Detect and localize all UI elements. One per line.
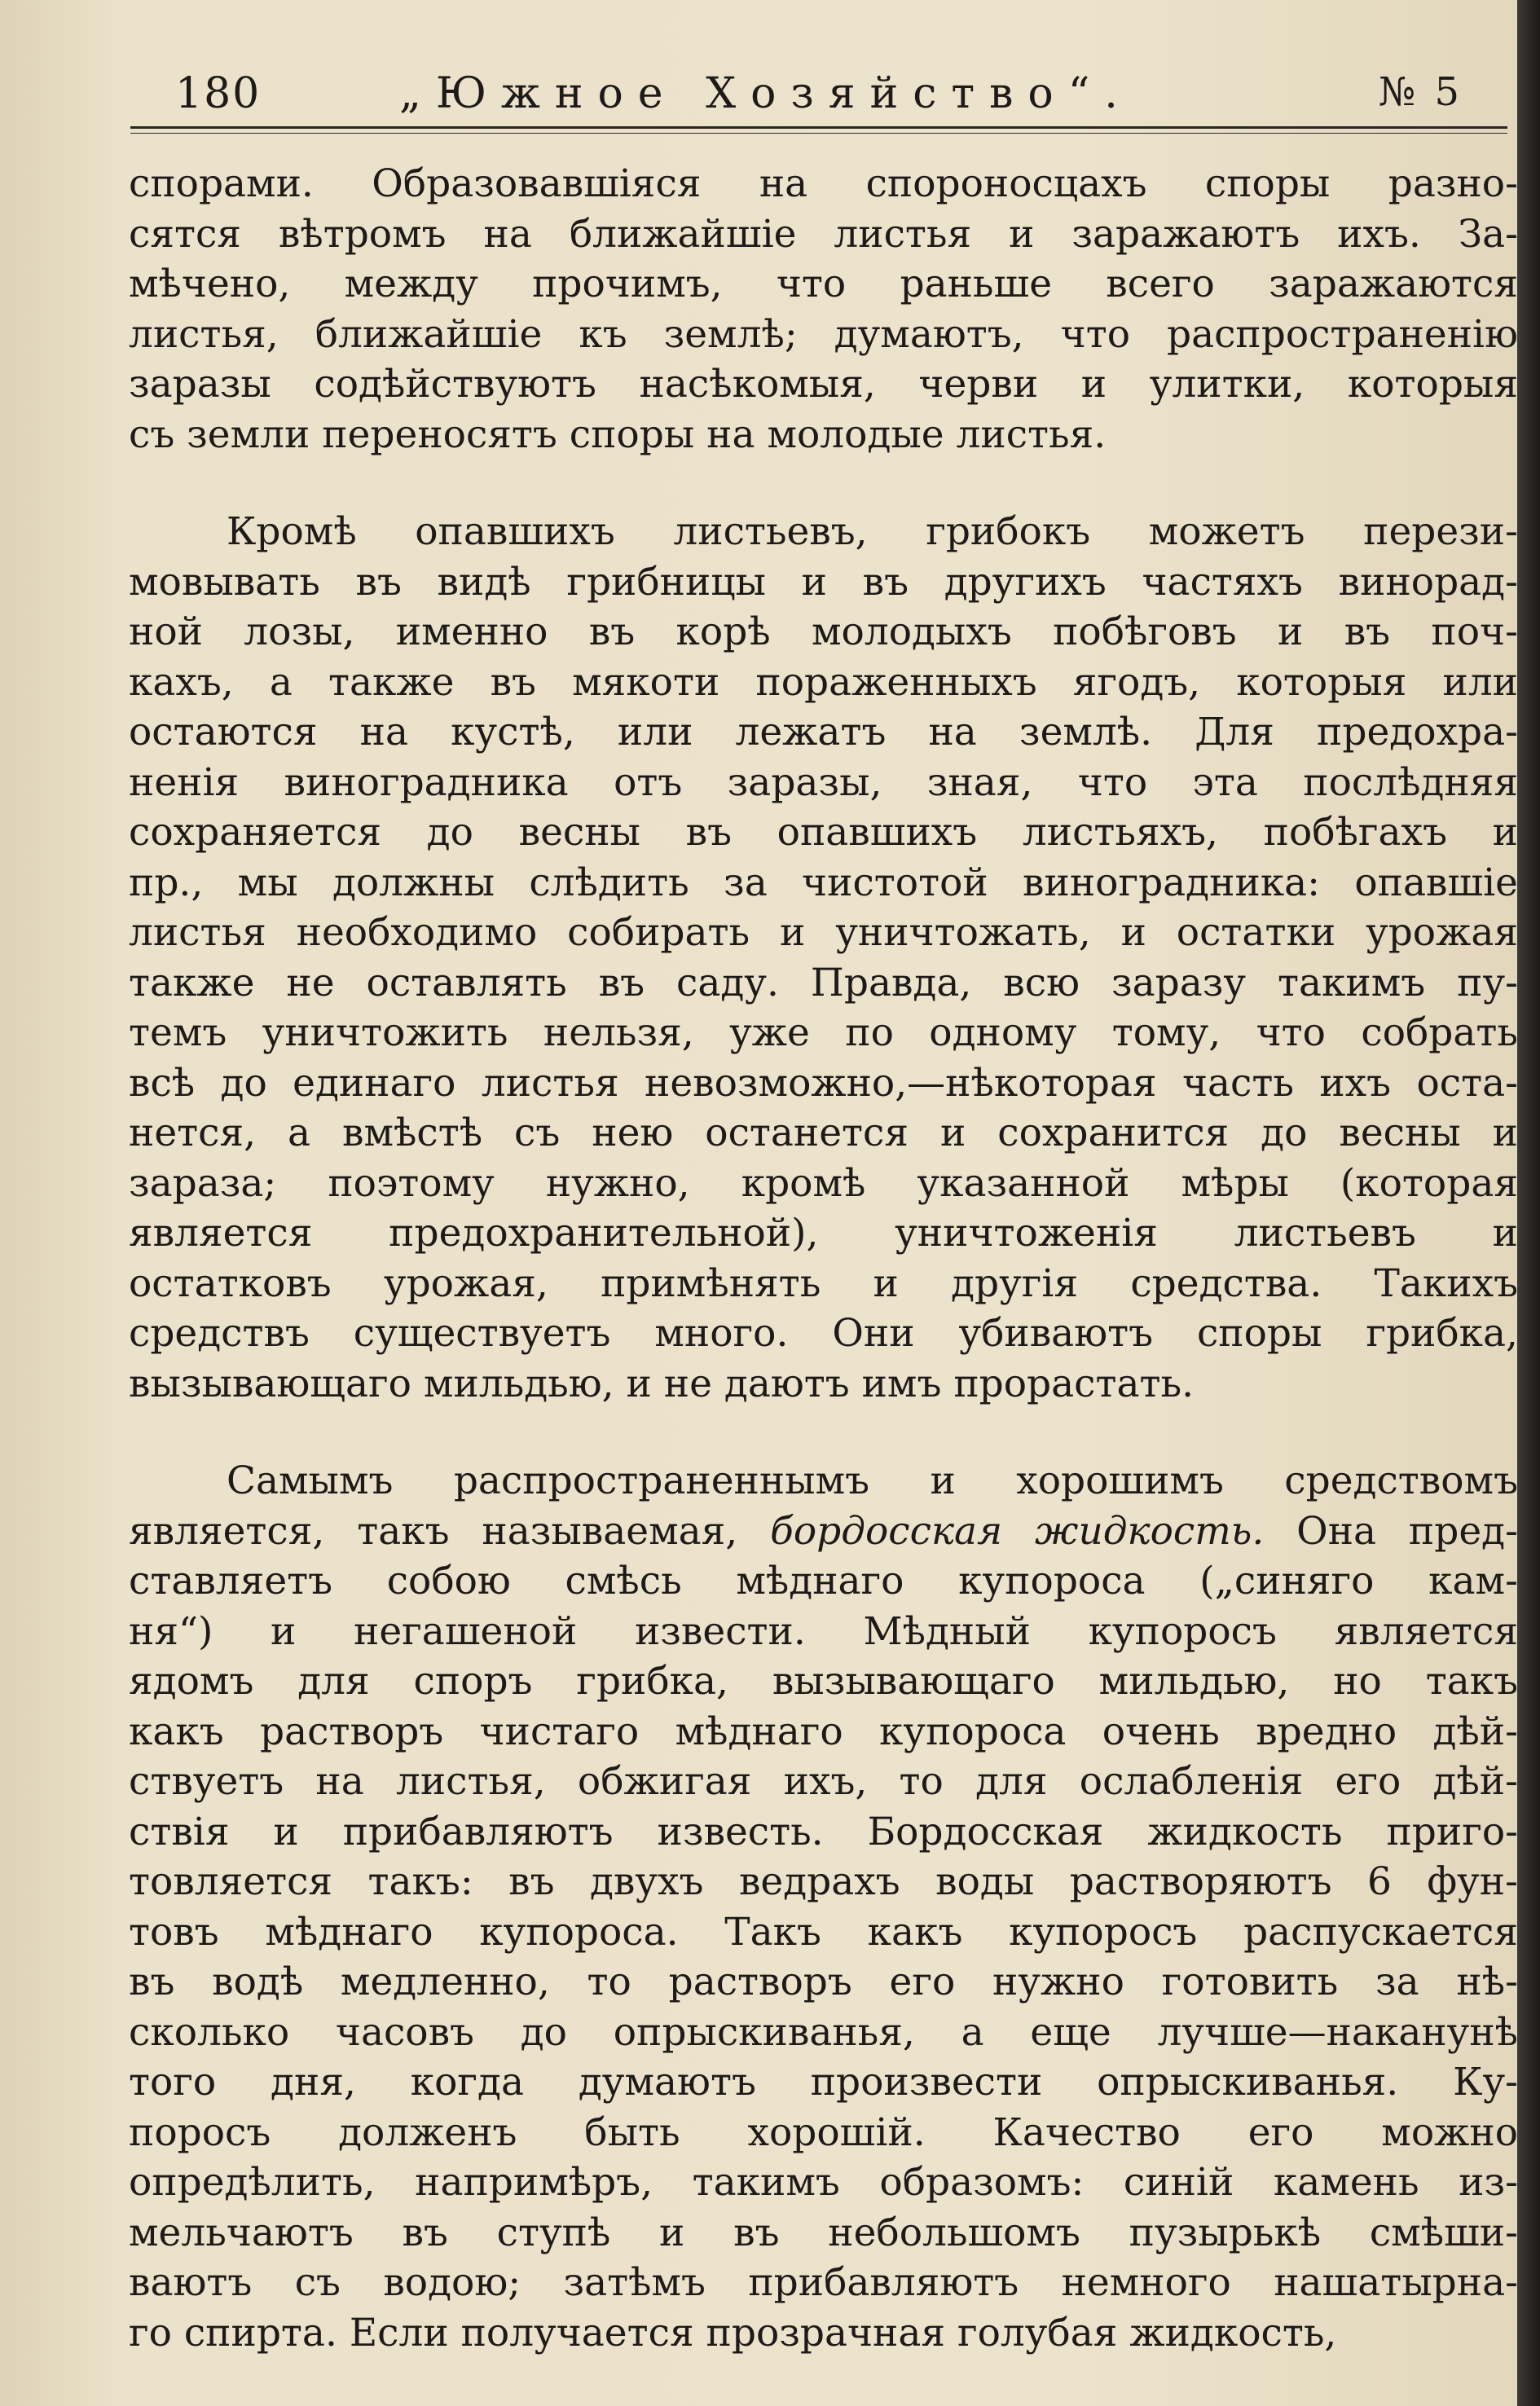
text-line: го спирта. Если получается прозрачная голубая жидкость, [129, 2310, 1337, 2355]
journal-title: „Южное Хозяйство“. [399, 69, 1133, 118]
text-line: съ земли переносятъ споры на молодые листья. [129, 411, 1107, 457]
text-line: ной лозы, именно въ корѣ молодыхъ побѣговъ и въ поч- [129, 609, 1518, 654]
text-line: зараза; поэтому нужно, кромѣ указанной мѣры (которая [129, 1160, 1518, 1206]
article-body [129, 159, 1518, 2358]
paragraph-3 [129, 1456, 1518, 2358]
text-line: того дня, когда думаютъ произвести опрыскиванья. Ку- [129, 2060, 1518, 2105]
paragraph-2 [129, 507, 1518, 1409]
text-line: ня“) и негашеной извести. Мѣдный купоросъ является [129, 1608, 1518, 1654]
text-line: остатковъ урожая, примѣнять и другія средства. Такихъ [129, 1260, 1518, 1306]
text-line-with-term [129, 1506, 1518, 1557]
header-rule-thin [130, 133, 1507, 134]
text-line: листья необходимо собирать и уничтожать, и остатки урожая [129, 910, 1518, 955]
text-line: опредѣлить, напримѣръ, такимъ образомъ: синій камень из- [129, 2160, 1518, 2205]
text-fragment: является, такъ называемая, [129, 1508, 738, 1554]
text-line: мѣчено, между прочимъ, что раньше всего заражаются [129, 262, 1518, 306]
text-line: кахъ, а также въ мякоти пораженныхъ ягодъ, которыя или [129, 659, 1518, 705]
text-line: ядомъ для споръ грибка, вызывающаго мильдью, но такъ [129, 1659, 1518, 1704]
text-line: какъ растворъ чистаго мѣднаго купороса очень вредно дѣй- [129, 1709, 1518, 1754]
text-line: листья, ближайшіе къ землѣ; думаютъ, что распространенію [129, 311, 1518, 357]
text-line: ствія и прибавляютъ известь. Бордосская жидкость приго- [129, 1809, 1518, 1854]
text-line: ваютъ съ водою; затѣмъ прибавляютъ немного нашатырна- [129, 2260, 1518, 2305]
text-line: мовывать въ видѣ грибницы и въ другихъ частяхъ винорад- [129, 559, 1518, 605]
text-line: товляется такъ: въ двухъ ведрахъ воды растворяютъ 6 фун- [129, 1859, 1518, 1904]
text-line: также не оставлять въ саду. Правда, всю заразу такимъ пу- [129, 960, 1518, 1005]
text-line: сколько часовъ до опрыскиванья, а еще лучше—наканунѣ [129, 2009, 1518, 2055]
text-line: пр., мы должны слѣдить за чистотой виноградника: опавшіе [129, 860, 1518, 905]
text-line: поросъ долженъ быть хорошій. Качество его можно [129, 2109, 1518, 2155]
text-line: въ водѣ медленно, то растворъ его нужно готовить за нѣ- [129, 1960, 1518, 2004]
text-line: остаются на кустѣ, или лежатъ на землѣ. Для предохра- [129, 710, 1518, 754]
running-header [130, 69, 1499, 143]
text-line: сохраняется до весны въ опавшихъ листьяхъ, побѣгахъ и [129, 810, 1518, 855]
text-line: ствуетъ на листья, обжигая ихъ, то для ослабленія его дѣй- [129, 1759, 1518, 1804]
page-number: 180 [175, 69, 262, 118]
text-line: всѣ до единаго листья невозможно,—нѣкоторая часть ихъ оста- [129, 1060, 1518, 1106]
text-line: нется, а вмѣстѣ съ нею останется и сохранится до весны и [129, 1111, 1518, 1155]
text-line: средствъ существуетъ много. Они убиваютъ споры грибка, [129, 1311, 1518, 1356]
text-line: спорами. Образовавшіяся на спороносцахъ споры разно- [129, 161, 1518, 206]
text-line: товъ мѣднаго купороса. Такъ какъ купоросъ распускается [129, 1909, 1518, 1955]
text-line: вызывающаго мильдью, и не даютъ имъ прорастать. [129, 1361, 1195, 1406]
text-fragment: Она пред- [1296, 1508, 1518, 1554]
text-line: является предохранительной), уничтоженія листьевъ и [129, 1211, 1518, 1256]
text-line: ставляетъ собою смѣсь мѣднаго купороса („синяго кам- [129, 1559, 1518, 1603]
binding-edge [1517, 0, 1540, 2406]
issue-number: № 5 [1378, 69, 1463, 115]
text-line: заразы содѣйствуютъ насѣкомыя, черви и улитки, которыя [129, 362, 1518, 407]
header-rule [130, 126, 1507, 129]
text-line: темъ уничтожить нельзя, уже по одному тому, что собрать [129, 1010, 1518, 1055]
text-line: сятся вѣтромъ на ближайшіе листья и заражаютъ ихъ. За- [129, 211, 1518, 257]
term-italic: бордосская жидкость. [770, 1508, 1265, 1554]
text-line: мельчаютъ въ ступѣ и въ небольшомъ пузырькѣ смѣши- [129, 2210, 1518, 2255]
text-line: ненія виноградника отъ заразы, зная, что эта послѣдняя [129, 759, 1518, 805]
text-line: Самымъ распространеннымъ и хорошимъ средствомъ [227, 1458, 1518, 1503]
text-line: Кромѣ опавшихъ листьевъ, грибокъ можетъ перези- [227, 509, 1518, 554]
paragraph-1 [129, 159, 1518, 460]
